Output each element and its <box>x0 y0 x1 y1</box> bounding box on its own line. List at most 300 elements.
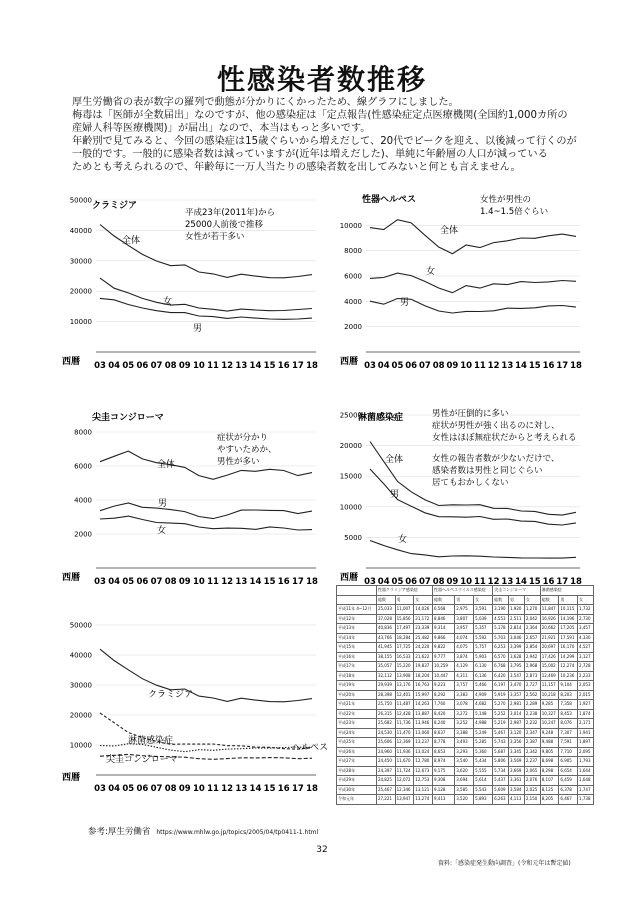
table-row <box>337 766 594 776</box>
table-cell: 8,846 <box>432 614 454 624</box>
intro-line: 年齢別で見てみると、今回の感染症は15歳ぐらいから増えだして、20代でピークを迎え、以後減って行くのが <box>72 136 577 147</box>
table-cell: 12,401 <box>395 690 414 700</box>
table-cell: 2,987 <box>508 719 524 729</box>
table-subheader: 女 <box>414 595 433 605</box>
table-row-label: 平成27年 <box>337 757 377 767</box>
table-cell: 9,248 <box>540 728 559 738</box>
x-tick-label: 09 <box>446 577 459 587</box>
x-tick-label: 13 <box>235 361 248 371</box>
table-cell: 5,252 <box>493 709 509 719</box>
x-tick-label: 09 <box>178 784 191 794</box>
table-cell: 6,378 <box>559 785 578 795</box>
table-cell: 4,909 <box>474 690 493 700</box>
x-axis-label: 西暦 <box>62 773 81 783</box>
table-cell: 8,637 <box>432 728 454 738</box>
table-cell: 1,920 <box>508 605 524 615</box>
table-cell: 3,190 <box>493 605 509 615</box>
intro-text <box>72 96 592 174</box>
table-cell: 9,223 <box>432 681 454 691</box>
table-cell: 12,673 <box>414 766 433 776</box>
x-tick-label: 05 <box>122 361 135 371</box>
table-cell: 2,347 <box>524 728 540 738</box>
table-row-label: 令和元年 <box>337 795 377 805</box>
source-note: 資料:「感染症発生動向調査」(令和元年は暫定値) <box>438 860 571 867</box>
table-cell: 8,698 <box>540 757 559 767</box>
table-row-label: 平成29年 <box>337 776 377 786</box>
table-cell: 1,941 <box>578 728 594 738</box>
table-cell: 13,274 <box>414 795 433 805</box>
series-line <box>100 713 312 749</box>
x-tick-label: 13 <box>235 577 248 587</box>
table-cell: 3,957 <box>455 624 474 634</box>
table-cell: 2,237 <box>524 757 540 767</box>
table-cell: 2,942 <box>524 652 540 662</box>
table-cell: 24,530 <box>376 728 395 738</box>
table-row-label: 平成26年 <box>337 747 377 757</box>
y-tick-label: 2000 <box>74 530 92 539</box>
table-row-label: 平成23年 <box>337 719 377 729</box>
table-cell: 15,002 <box>540 662 559 672</box>
table-cell: 17,591 <box>559 633 578 643</box>
annotation: 男性が多い <box>217 457 260 467</box>
table-row-label: 平成16年 <box>337 652 377 662</box>
page-number: 32 <box>316 845 328 855</box>
table-cell: 14,196 <box>559 614 578 624</box>
table-row <box>337 690 594 700</box>
table-cell: 4,129 <box>455 662 474 672</box>
table-row <box>337 795 594 805</box>
table-cell: 3,046 <box>508 633 524 643</box>
table-cell: 2,730 <box>578 614 594 624</box>
table-cell: 6,568 <box>432 605 454 615</box>
table-cell: 20,662 <box>540 624 559 634</box>
table-cell: 21,622 <box>414 652 433 662</box>
table-cell: 16,170 <box>559 643 578 653</box>
table-corner <box>337 586 377 596</box>
table-cell: 6,467 <box>559 795 578 805</box>
table-cell: 3,272 <box>455 709 474 719</box>
table-group-header: 淋菌感染症 <box>540 586 593 596</box>
x-tick-label: 15 <box>263 361 276 371</box>
table-cell: 41,945 <box>376 643 395 653</box>
x-tick-label: 08 <box>432 577 445 587</box>
x-tick-label: 16 <box>277 361 290 371</box>
table-row-label: 平成28年 <box>337 766 377 776</box>
table-cell: 8,778 <box>432 738 454 748</box>
table-cell: 20,697 <box>540 643 559 653</box>
page-title: 性感染者数推移 <box>216 63 427 96</box>
x-tick-label: 10 <box>460 577 473 587</box>
table-cell: 5,466 <box>474 681 493 691</box>
table-cell: 16,926 <box>540 614 559 624</box>
reference-label: 参考:厚生労働省 <box>88 827 151 837</box>
table-cell: 5,806 <box>493 757 509 767</box>
table-cell: 2,562 <box>524 690 540 700</box>
table-row-label: 平成30年 <box>337 785 377 795</box>
y-tick-label: 40000 <box>69 226 92 235</box>
x-tick-label: 12 <box>221 361 234 371</box>
table-subheader: 男 <box>508 595 524 605</box>
table-cell: 3,540 <box>455 757 474 767</box>
table-cell: 2,150 <box>524 795 540 805</box>
y-tick-label: 10000 <box>339 221 362 230</box>
table-cell: 8,974 <box>432 757 454 767</box>
table-cell: 16,763 <box>414 681 433 691</box>
y-tick-label: 20000 <box>69 287 92 296</box>
x-tick-label: 09 <box>178 577 191 587</box>
x-tick-label: 18 <box>570 577 582 587</box>
table-cell: 1,897 <box>578 738 594 748</box>
x-tick-label: 08 <box>432 361 445 371</box>
y-tick-label: 10000 <box>339 503 362 512</box>
table-corner <box>337 595 377 605</box>
table-cell: 24,450 <box>376 757 395 767</box>
series-line <box>370 442 576 516</box>
table-cell: 5,919 <box>493 690 509 700</box>
x-tick-label: 18 <box>306 784 318 794</box>
table-cell: 18,284 <box>395 633 414 643</box>
table-row <box>337 643 594 653</box>
y-tick-label: 15000 <box>339 472 362 481</box>
table-cell: 6,136 <box>474 671 493 681</box>
x-tick-label: 14 <box>515 577 527 587</box>
table-cell: 13,908 <box>395 671 414 681</box>
table-cell: 5,609 <box>493 785 509 795</box>
table-cell: 8,125 <box>540 785 559 795</box>
table-row <box>337 785 594 795</box>
annotation: 女性が若干多い <box>185 232 245 242</box>
table-cell: 5,734 <box>493 766 509 776</box>
annotation: 平成23年(2011年)から <box>185 208 276 218</box>
x-tick-label: 17 <box>556 361 569 371</box>
table-cell: 3,399 <box>508 643 524 653</box>
table-cell: 1,732 <box>578 605 594 615</box>
table-cell: 2,233 <box>578 671 594 681</box>
table-cell: 5,178 <box>493 624 509 634</box>
series-line <box>100 225 312 278</box>
x-tick-label: 07 <box>150 577 163 587</box>
x-tick-label: 11 <box>207 361 219 371</box>
table-cell: 3,345 <box>508 747 524 757</box>
x-tick-label: 14 <box>249 577 262 587</box>
table-cell: 6,197 <box>493 681 509 691</box>
x-axis-label: 西暦 <box>340 357 359 367</box>
annotation: 症状が分かり <box>217 433 269 443</box>
table-cell: 12,072 <box>395 776 414 786</box>
table-cell: 4,113 <box>508 795 524 805</box>
table-cell: 14,263 <box>414 700 433 710</box>
intro-line: 産婦人科等医療機関)」が届出」なので、本当はもっと多いです。 <box>72 123 371 134</box>
table-cell: 38,155 <box>376 652 395 662</box>
table-cell: 10,247 <box>540 719 559 729</box>
table-cell: 9,488 <box>540 738 559 748</box>
table-cell: 13,176 <box>395 681 414 691</box>
annotation: 女性の報告者数が少ないだけで、 <box>432 454 560 464</box>
table-cell: 6,768 <box>493 662 509 672</box>
table-cell: 40,836 <box>376 624 395 634</box>
table-cell: 3,807 <box>455 614 474 624</box>
table-cell: 2,015 <box>578 690 594 700</box>
table-cell: 8,240 <box>432 719 454 729</box>
table-group-header: 性器クラミジア感染症 <box>376 586 432 596</box>
y-tick-label: 40000 <box>69 651 92 660</box>
table-cell: 1,648 <box>578 776 594 786</box>
table-cell: 12,346 <box>395 785 414 795</box>
table-cell: 7,760 <box>432 700 454 710</box>
x-tick-label: 16 <box>277 577 290 587</box>
chart-title: 尖圭コンジローマ <box>92 413 164 423</box>
x-tick-label: 10 <box>193 784 205 794</box>
table-cell: 5,249 <box>474 728 493 738</box>
table-row <box>337 671 594 681</box>
table-cell: 28,398 <box>376 690 395 700</box>
table-cell: 2,727 <box>524 681 540 691</box>
table-row-label: 平成20年 <box>337 690 377 700</box>
table-cell: 7,710 <box>559 747 578 757</box>
table-cell: 1,738 <box>578 795 594 805</box>
x-tick-label: 10 <box>193 577 205 587</box>
table-cell: 11,724 <box>395 766 414 776</box>
table-cell: 14,299 <box>559 652 578 662</box>
x-tick-label: 07 <box>150 361 163 371</box>
x-tick-label: 04 <box>108 784 121 794</box>
table-cell: 3,669 <box>508 766 524 776</box>
table-cell: 13,946 <box>414 719 433 729</box>
table-cell: 7,307 <box>559 728 578 738</box>
x-tick-label: 14 <box>515 361 527 371</box>
table-cell: 5,437 <box>493 776 509 786</box>
table-cell: 5,357 <box>474 624 493 634</box>
series-line <box>100 754 312 759</box>
table-cell: 8,076 <box>559 719 578 729</box>
table-cell: 2,238 <box>524 709 540 719</box>
table-cell: 21,172 <box>414 614 433 624</box>
table-cell: 2,342 <box>524 747 540 757</box>
table-cell: 25,467 <box>376 785 395 795</box>
table-cell: 19,837 <box>414 662 433 672</box>
table-cell: 29,939 <box>376 681 395 691</box>
table-cell: 9,314 <box>432 624 454 634</box>
table-cell: 25,682 <box>376 719 395 729</box>
table-cell: 12,469 <box>540 671 559 681</box>
x-tick-label: 15 <box>528 577 541 587</box>
reference-url[interactable]: https://www.mhlw.go.jp/topics/2005/04/tp0411-1.html <box>156 829 319 836</box>
table-cell: 17,426 <box>540 652 559 662</box>
table-row <box>337 728 594 738</box>
table-cell: 1,270 <box>524 605 540 615</box>
table-cell: 5,893 <box>474 795 493 805</box>
table-row <box>337 633 594 643</box>
series-label: 全体 <box>157 460 176 470</box>
table-cell: 3,628 <box>508 652 524 662</box>
table-row <box>337 614 594 624</box>
table-cell: 25,606 <box>376 738 395 748</box>
table-cell: 11,736 <box>395 719 414 729</box>
series-label: 女 <box>163 297 173 307</box>
x-tick-label: 14 <box>249 361 262 371</box>
table-cell: 35,057 <box>376 662 395 672</box>
table-row-label: 平成15年 <box>337 643 377 653</box>
table-subheader: 女 <box>524 595 540 605</box>
table-cell: 3,620 <box>455 766 474 776</box>
x-tick-label: 05 <box>122 784 135 794</box>
x-tick-label: 17 <box>291 577 304 587</box>
series-line <box>100 744 312 752</box>
table-row <box>337 700 594 710</box>
annotation: 男性が圧倒的に多い <box>432 409 509 419</box>
table-cell: 6,905 <box>559 757 578 767</box>
table-cell: 43,766 <box>376 633 395 643</box>
x-tick-label: 11 <box>207 784 219 794</box>
x-axis-label: 西暦 <box>62 573 81 583</box>
x-tick-label: 07 <box>419 361 431 371</box>
table-cell: 10,327 <box>540 709 559 719</box>
x-tick-label: 11 <box>207 577 219 587</box>
table-cell: 4,330 <box>578 633 594 643</box>
series-label: クラミジア <box>148 690 194 700</box>
table-row-label: 平成14年 <box>337 633 377 643</box>
reference <box>88 825 318 837</box>
y-tick-label: 25000 <box>339 411 362 420</box>
y-tick-label: 4000 <box>74 496 92 505</box>
x-tick-label: 06 <box>136 784 149 794</box>
table-cell: 13,237 <box>414 738 433 748</box>
y-tick-label: 2000 <box>344 323 362 332</box>
table-subheader: 総数 <box>376 595 395 605</box>
x-tick-label: 12 <box>487 361 500 371</box>
x-tick-label: 14 <box>249 784 262 794</box>
table-cell: 6,130 <box>474 662 493 672</box>
table-cell: 24,397 <box>376 766 395 776</box>
table-cell: 8,298 <box>540 766 559 776</box>
x-tick-label: 04 <box>377 577 390 587</box>
table-cell: 3,383 <box>455 690 474 700</box>
table-cell: 5,270 <box>493 700 509 710</box>
table-cell: 2,171 <box>578 719 594 729</box>
table-cell: 5,555 <box>474 766 493 776</box>
table-cell: 8,292 <box>432 690 454 700</box>
x-tick-label: 05 <box>122 577 135 587</box>
table-cell: 32,112 <box>376 671 395 681</box>
table-cell: 3,014 <box>508 709 524 719</box>
x-tick-label: 13 <box>235 784 248 794</box>
x-tick-label: 04 <box>108 361 121 371</box>
series-label: 女 <box>398 535 408 545</box>
x-tick-label: 08 <box>164 577 177 587</box>
table-cell: 2,025 <box>524 785 540 795</box>
table-cell: 1,793 <box>578 757 594 767</box>
table-cell: 11,670 <box>395 757 414 767</box>
table-cell: 8,453 <box>559 709 578 719</box>
table-row <box>337 662 594 672</box>
table-cell: 5,039 <box>474 614 493 624</box>
x-tick-label: 03 <box>94 577 106 587</box>
table-cell: 24,960 <box>376 747 395 757</box>
table-cell: 2,387 <box>524 738 540 748</box>
intro-line: 厚生労働省の表が数字の羅列で動態が分かりにくかったため、線グラフにしました。 <box>72 97 459 108</box>
x-tick-label: 12 <box>221 784 234 794</box>
series-line <box>100 503 312 519</box>
table-group-header: 尖圭コンジローマ <box>493 586 541 596</box>
x-tick-label: 15 <box>263 577 276 587</box>
annotation: やすいためか、 <box>217 445 277 455</box>
series-label: 女 <box>157 526 167 536</box>
table-cell: 4,553 <box>493 614 509 624</box>
series-line <box>370 469 576 525</box>
x-tick-label: 06 <box>405 577 418 587</box>
y-tick-label: 10000 <box>69 318 92 327</box>
table-cell: 3,470 <box>508 681 524 691</box>
table-row <box>337 747 594 757</box>
table-subheader: 総数 <box>540 595 559 605</box>
table-cell: 2,873 <box>524 671 540 681</box>
table-cell: 3,361 <box>508 776 524 786</box>
x-tick-label: 07 <box>150 784 163 794</box>
table-row-label: 平成22年 <box>337 709 377 719</box>
table-cell: 5,687 <box>493 747 509 757</box>
table-cell: 8,653 <box>432 747 454 757</box>
table-cell: 3,293 <box>455 747 474 757</box>
table-cell: 15,997 <box>414 690 433 700</box>
table-cell: 3,584 <box>508 785 524 795</box>
x-tick-label: 04 <box>108 577 121 587</box>
table-cell: 14,026 <box>414 605 433 615</box>
stats-table <box>336 585 594 805</box>
table-row <box>337 709 594 719</box>
table-cell: 9,285 <box>540 700 559 710</box>
table-cell: 3,520 <box>455 795 474 805</box>
chart-title: 性器ヘルペス <box>362 195 417 205</box>
series-label: ヘルペス <box>292 743 329 753</box>
table-cell: 2,095 <box>578 747 594 757</box>
table-cell: 25,033 <box>376 605 395 615</box>
table-cell: 2,232 <box>524 719 540 729</box>
x-tick-label: 06 <box>405 361 418 371</box>
table-subheader: 男 <box>455 595 474 605</box>
table-cell: 9,104 <box>559 681 578 691</box>
y-tick-label: 5000 <box>344 533 362 542</box>
y-tick-label: 50000 <box>69 621 92 630</box>
x-tick-label: 15 <box>263 784 276 794</box>
table-cell: 24,825 <box>376 776 395 786</box>
table-cell: 7,358 <box>559 700 578 710</box>
table-cell: 9,308 <box>432 776 454 786</box>
table-cell: 5,219 <box>493 719 509 729</box>
table-cell: 8,420 <box>432 709 454 719</box>
table-cell: 3,120 <box>508 728 524 738</box>
table-cell: 11,157 <box>540 681 559 691</box>
y-tick-label: 10000 <box>69 741 92 750</box>
y-tick-label: 4000 <box>344 297 362 306</box>
table-cell: 12,780 <box>414 757 433 767</box>
series-label: 女 <box>426 267 436 277</box>
table-row-label: 平成11年 4~12月 <box>337 605 377 615</box>
table-cell: 2,076 <box>524 776 540 786</box>
series-label: 男 <box>400 298 410 308</box>
y-tick-label: 6000 <box>344 272 362 281</box>
x-tick-label: 08 <box>164 784 177 794</box>
intro-line: ためとも考えられるので、年齢毎に一万人当たりの感染者数を出してみないと何とも言えません。 <box>72 162 521 173</box>
table-cell: 15,220 <box>395 662 414 672</box>
table-cell: 5,543 <box>474 785 493 795</box>
x-tick-label: 10 <box>193 361 205 371</box>
series-label: 男 <box>158 499 168 509</box>
table-row-label: 平成19年 <box>337 681 377 691</box>
series-line <box>100 451 312 479</box>
table-subheader: 総数 <box>432 595 454 605</box>
table-cell: 3,585 <box>455 785 474 795</box>
x-tick-label: 15 <box>528 361 541 371</box>
